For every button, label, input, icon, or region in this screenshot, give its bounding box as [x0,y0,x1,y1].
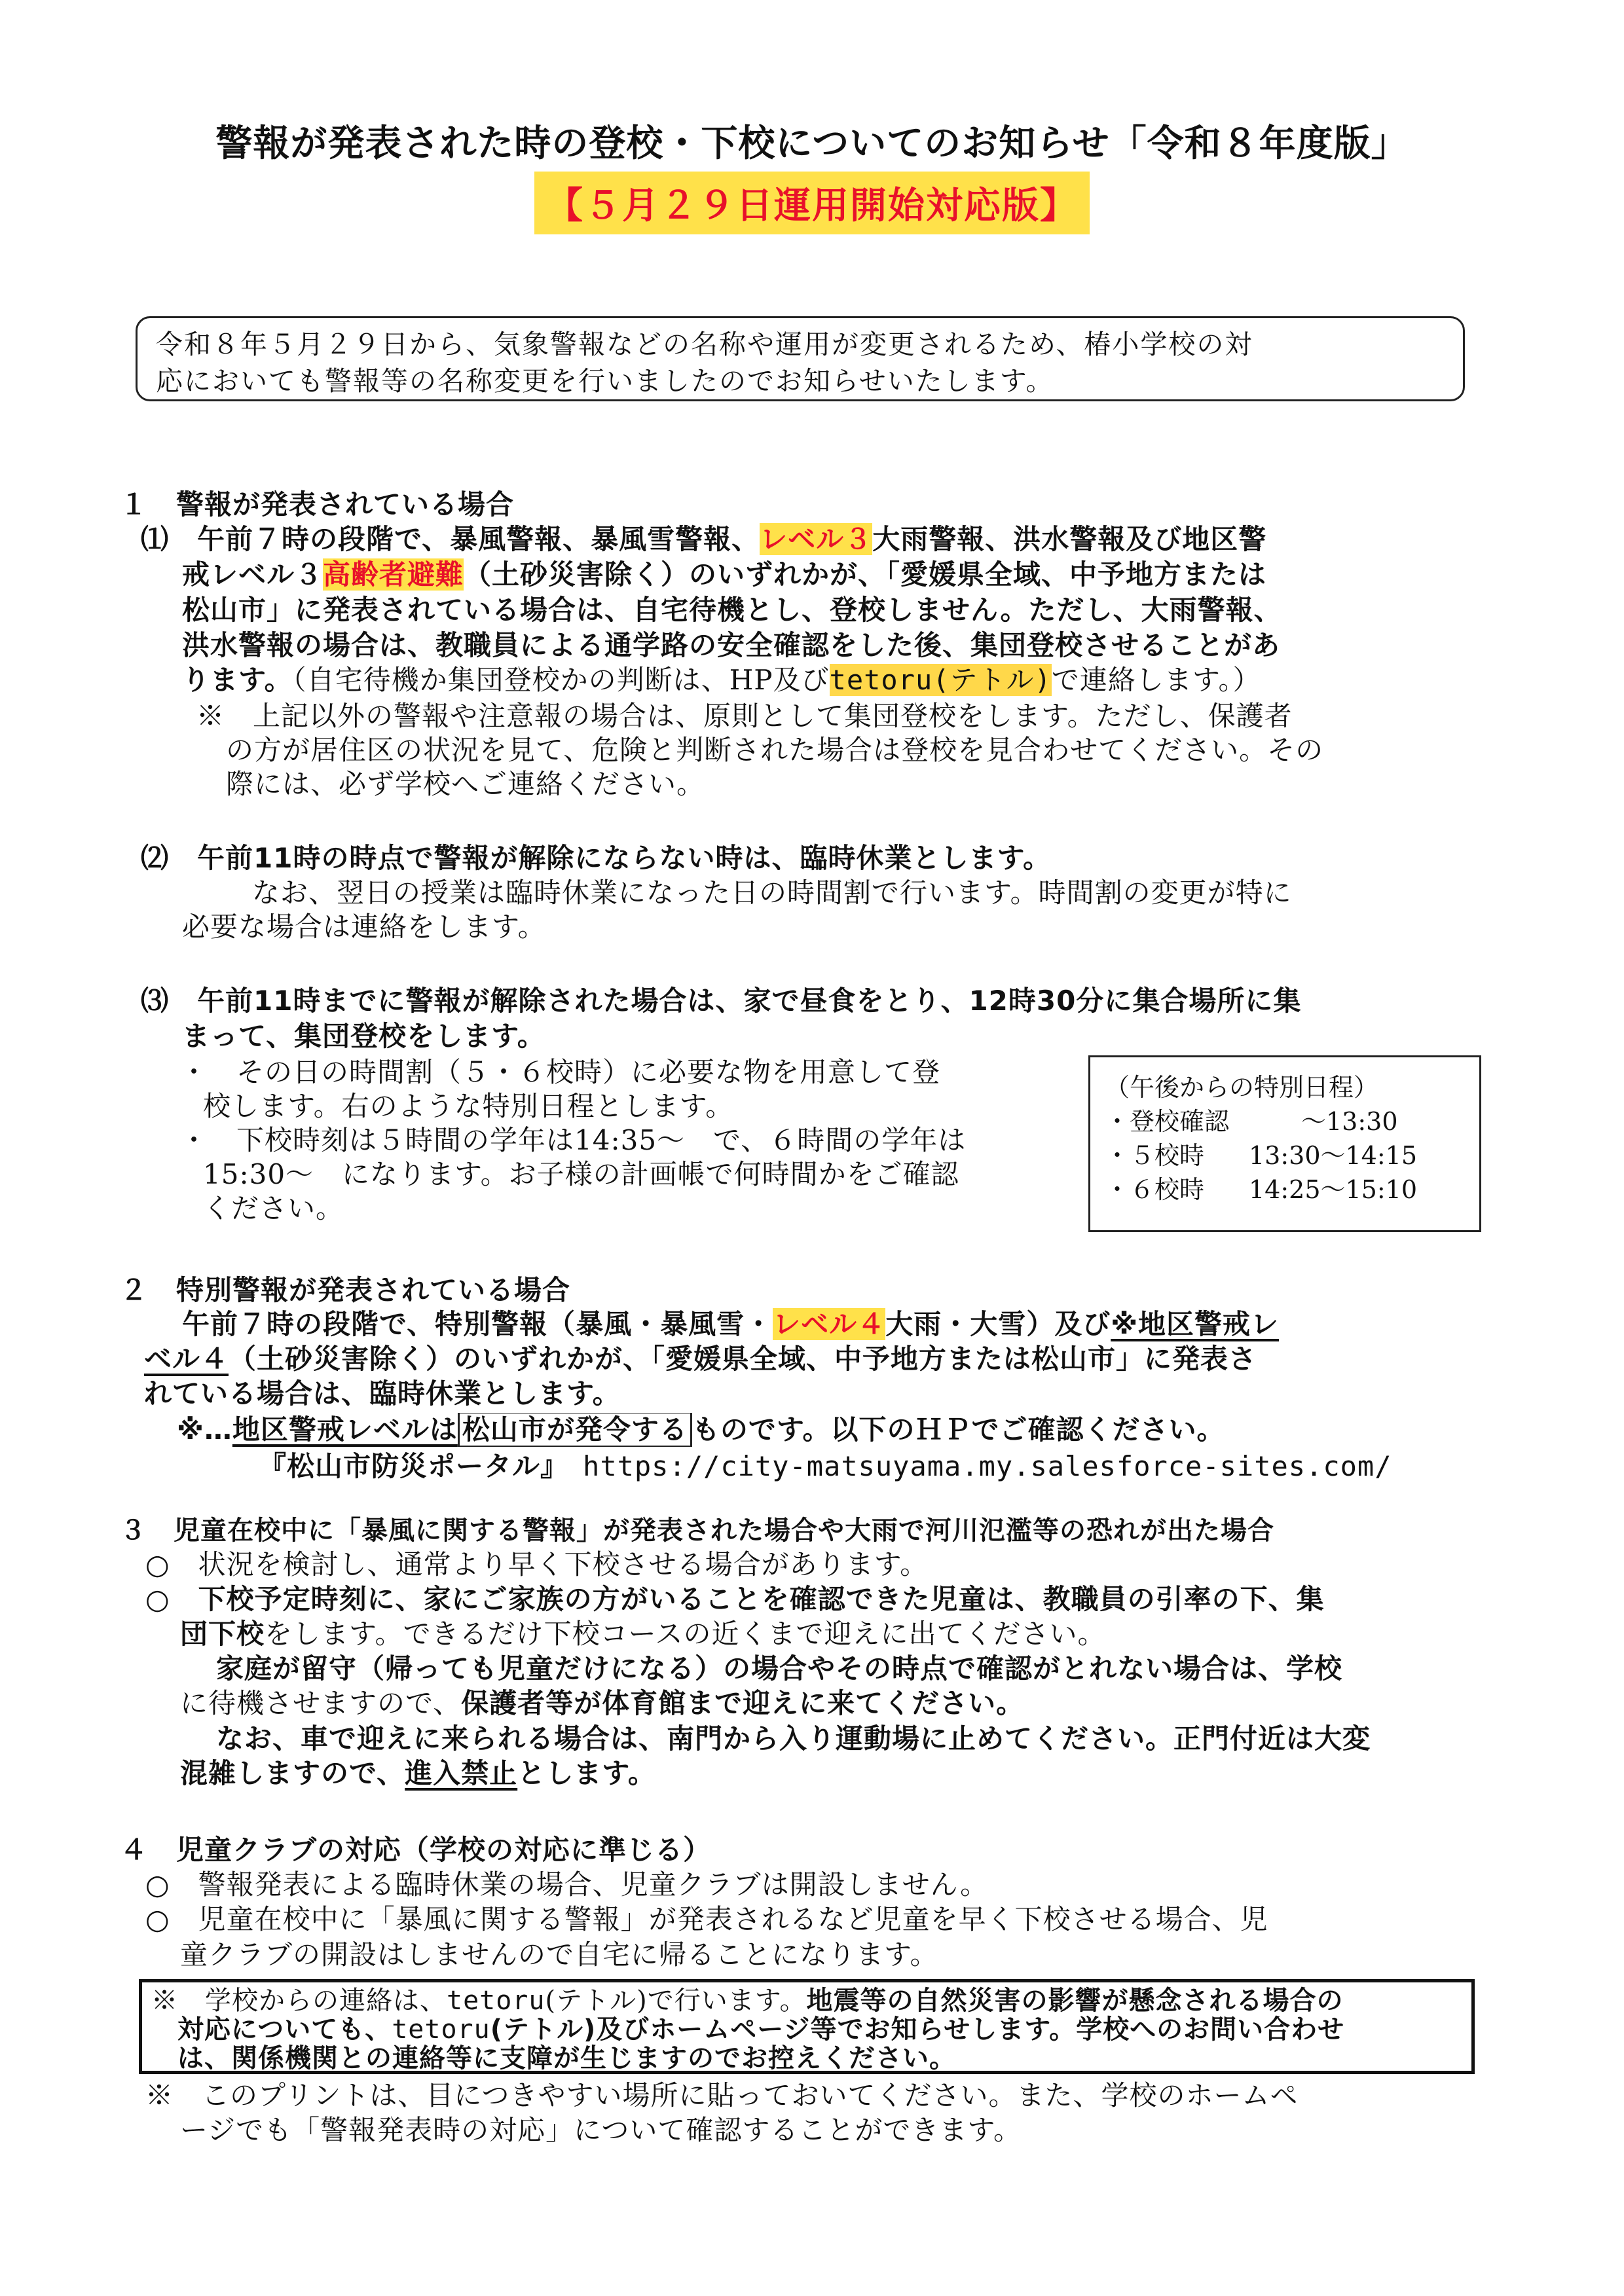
s3-line: ○ 下校予定時刻に、家にご家族の方がいることを確認できた児童は、教職員の引率の下、集 [145,1583,1325,1615]
s4-line: ○ 警報発表による臨時休業の場合、児童クラブは開設しません。 [145,1868,989,1901]
highlight-level4: レベル４ [773,1308,886,1340]
highlight-elderly-evacuation: 高齢者避難 [323,558,464,591]
s1-p3-bullet: ください。 [203,1192,344,1224]
footer-line: ※ このプリントは、目につきやすい場所に貼っておいてください。また、学校のホームペ [145,2079,1299,2111]
s1-p3-line: まって、集団登校をします。 [182,1020,545,1052]
s3-line: 団下校をします。できるだけ下校コースの近くまで迎えに出てください。 [180,1618,1106,1650]
section-2-heading: ２ 特別警報が発表されている場合 [120,1274,571,1306]
contact-notice-box [139,1979,1475,2074]
issued-by-box: 松山市が発令する [458,1413,692,1447]
section-4-heading: ４ 児童クラブの対応（学校の対応に準じる） [120,1834,712,1866]
intro-line: 応においても警報等の名称変更を行いましたのでお知らせいたします。 [156,365,1054,397]
s4-line: ○ 児童在校中に「暴風に関する警報」が発表されるなど児童を早く下校させる場合、児 [145,1903,1268,1935]
special-schedule-box [1088,1055,1481,1232]
s1-p1-line: ⑴ 午前７時の段階で、暴風警報、暴風雪警報、レベル３大雨警報、洪水警報及び地区警 [141,523,1267,555]
notice-line: は、関係機関との連絡等に支障が生じますのでお控えください。 [177,2044,956,2073]
s1-p1-line: 戒レベル３高齢者避難（土砂災害除く）のいずれかが、「愛媛県全域、中予地方または [182,558,1267,591]
s1-p3-bullet: ・ その日の時間割（５・６校時）に必要な物を用意して登 [180,1056,941,1088]
notice-line: ※ 学校からの連絡は、tetoru(テトル)で行います。地震等の自然災害の影響が懸念される場合の [151,1986,1344,2015]
s4-line: 童クラブの開設はしませんので自宅に帰ることになります。 [180,1939,938,1971]
s3-line: なお、車で迎えに来られる場合は、南門から入り運動場に止めてください。正門付近は大変 [216,1722,1371,1755]
s1-note-line: ※ 上記以外の警報や注意報の場合は、原則として集団登校をします。ただし、保護者 [196,700,1293,732]
section-3-heading: ３ 児童在校中に「暴風に関する警報」が発表された場合や大雨で河川氾濫等の恐れが出た場合 [120,1516,1274,1546]
s3-line: 家庭が留守（帰っても児童だけになる）の場合やその時点で確認がとれない場合は、学校 [216,1652,1343,1685]
page-subtitle: 【５月２９日運用開始対応版】 [534,172,1090,234]
s1-p1-line: ります。（自宅待機か集団登校かの判断は、HP及びtetoru(テトル)で連絡します。） [182,664,1261,696]
s3-line: ○ 状況を検討し、通常より早く下校させる場合があります。 [145,1548,929,1580]
s1-p2-line: なお、翌日の授業は臨時休業になった日の時間割で行います。時間割の変更が特に [252,877,1292,909]
schedule-row: ・６校時 14:25～15:10 [1105,1175,1418,1204]
s3-line: に待機させますので、保護者等が体育館まで迎えに来てください。 [180,1687,1025,1719]
section-1-heading: １ 警報が発表されている場合 [120,488,515,520]
subtitle-wrap [0,172,1624,234]
s1-p2-line: ⑵ 午前11時の時点で警報が解除にならない時は、臨時休業とします。 [141,842,1052,874]
s2-portal [259,1449,1496,1484]
s2-line: 午前７時の段階で、特別警報（暴風・暴風雪・レベル４大雨・大雪）及び※地区警戒レ [182,1308,1280,1340]
schedule-title: （午後からの特別日程） [1105,1073,1379,1102]
s1-p3-bullet: 15:30～ になります。お子様の計画帳で何時間かをご確認 [203,1158,959,1190]
s3-line: 混雑しますので、進入禁止とします。 [180,1757,656,1789]
s1-p3-line: ⑶ 午前11時までに警報が解除された場合は、家で昼食をとり、12時30分に集合場所に集 [141,985,1302,1017]
s1-p3-bullet: 校します。右のような特別日程とします。 [203,1090,734,1122]
s1-p1-line: 洪水警報の場合は、教職員による通学路の安全確認をした後、集団登校させることがあ [182,629,1281,661]
s1-p1-line: 松山市」に発表されている場合は、自宅待機とし、登校しません。ただし、大雨警報、 [182,594,1282,626]
s1-p2-line: 必要な場合は連絡をします。 [182,911,546,943]
highlight-level3: レベル３ [760,523,873,555]
s1-note-line: の方が居住区の状況を見て、危険と判断された場合は登校を見合わせてください。その [226,734,1324,766]
schedule-row: ・登校確認 ～13:30 [1105,1107,1398,1136]
s2-note: ※…地区警戒レベルは 松山市が発令する ものです。以下のＨＰでご確認ください。 [177,1413,1493,1447]
portal-name: 『松山市防災ポータル』 [259,1450,555,1482]
s1-p3-bullet: ・ 下校時刻は５時間の学年は14:35～ で、６時間の学年は [180,1124,967,1156]
s1-note-line: 際には、必ず学校へご連絡ください。 [226,768,705,800]
schedule-row: ・５校時 13:30～14:15 [1105,1141,1418,1170]
notice-line: 対応についても、tetoru(テトル)及びホームページ等でお知らせします。学校へのお問い合わせ [177,2015,1345,2044]
highlight-tetoru: tetoru(テトル) [829,664,1052,696]
intro-box [136,316,1465,401]
s2-line: れている場合は、臨時休業とします。 [144,1377,621,1410]
intro-line: 令和８年５月２９日から、気象警報などの名称や運用が変更されるため、椿小学校の対 [156,329,1253,360]
page-title: 警報が発表された時の登校・下校についてのお知らせ「令和８年度版」 [215,122,1409,165]
portal-url[interactable]: https://city-matsuyama.my.salesforce-sites.com/ [583,1450,1392,1482]
footer-line: ージでも「警報発表時の対応」について確認することができます。 [180,2114,1022,2146]
s2-line: ベル４（土砂災害除く）のいずれかが、「愛媛県全域、中予地方または松山市」に発表さ [144,1343,1257,1375]
